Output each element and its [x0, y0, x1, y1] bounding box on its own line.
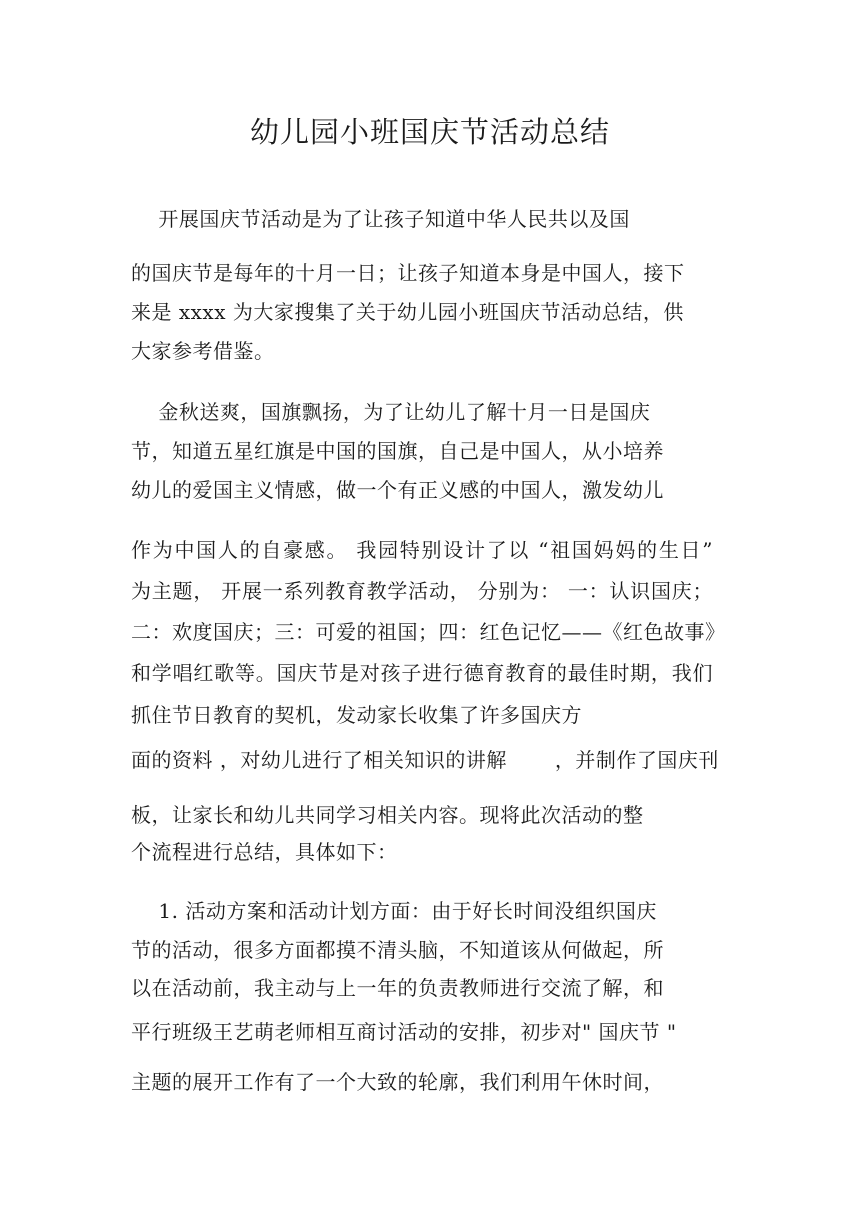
paragraph-line: 二：欢度国庆；三：可爱的祖国；四：红色记忆——《红色故事》	[131, 620, 726, 644]
paragraph-line: 为主题， 开展一系列教育教学活动， 分别为： 一：认识国庆；	[131, 579, 713, 603]
paragraph-line: 节，知道五星红旗是中国的国旗，自己是中国人，从小培养	[131, 439, 664, 463]
document-title: 幼儿园小班国庆节活动总结	[249, 115, 610, 149]
paragraph-line: 板，让家长和幼儿共同学习相关内容。现将此次活动的整	[131, 803, 644, 827]
paragraph-line: 1. 活动方案和活动计划方面：由于好长时间没组织国庆	[131, 899, 657, 923]
paragraph-line: 平行班级王艺萌老师相互商讨活动的安排，初步对" 国庆节 "	[131, 1020, 677, 1044]
paragraph-line: 来是 xxxx 为大家搜集了关于幼儿园小班国庆节活动总结，供	[131, 300, 684, 324]
paragraph-line: 幼儿的爱国主义情感，做一个有正义感的中国人，激发幼儿	[131, 478, 664, 502]
paragraph-line: 面的资料 ，对幼儿进行了相关知识的讲解 ，并制作了国庆刊	[131, 748, 719, 772]
paragraph-line: 节的活动，很多方面都摸不清头脑，不知道该从何做起，所	[131, 938, 664, 962]
paragraph-line: 抓住节日教育的契机，发动家长收集了许多国庆方	[131, 703, 582, 727]
paragraph-line: 以在活动前，我主动与上一年的负责教师进行交流了解，和	[131, 976, 664, 1000]
paragraph-line: 作为中国人的自豪感。 我园特别设计了以 “祖国妈妈的生日”	[131, 538, 713, 562]
paragraph-line: 开展国庆节活动是为了让孩子知道中华人民共以及国	[131, 207, 630, 231]
paragraph-line: 和学唱红歌等。国庆节是对孩子进行德育教育的最佳时期，我们	[131, 661, 713, 685]
paragraph-line: 个流程进行总结，具体如下：	[131, 840, 398, 864]
paragraph-line: 金秋送爽，国旗飘扬，为了让幼儿了解十月一日是国庆	[131, 400, 651, 424]
paragraph-line: 的国庆节是每年的十月一日；让孩子知道本身是中国人，接下	[131, 261, 685, 285]
paragraph-line: 主题的展开工作有了一个大致的轮廓，我们利用午休时间，	[131, 1070, 664, 1094]
paragraph-line: 大家参考借鉴。	[131, 339, 275, 363]
